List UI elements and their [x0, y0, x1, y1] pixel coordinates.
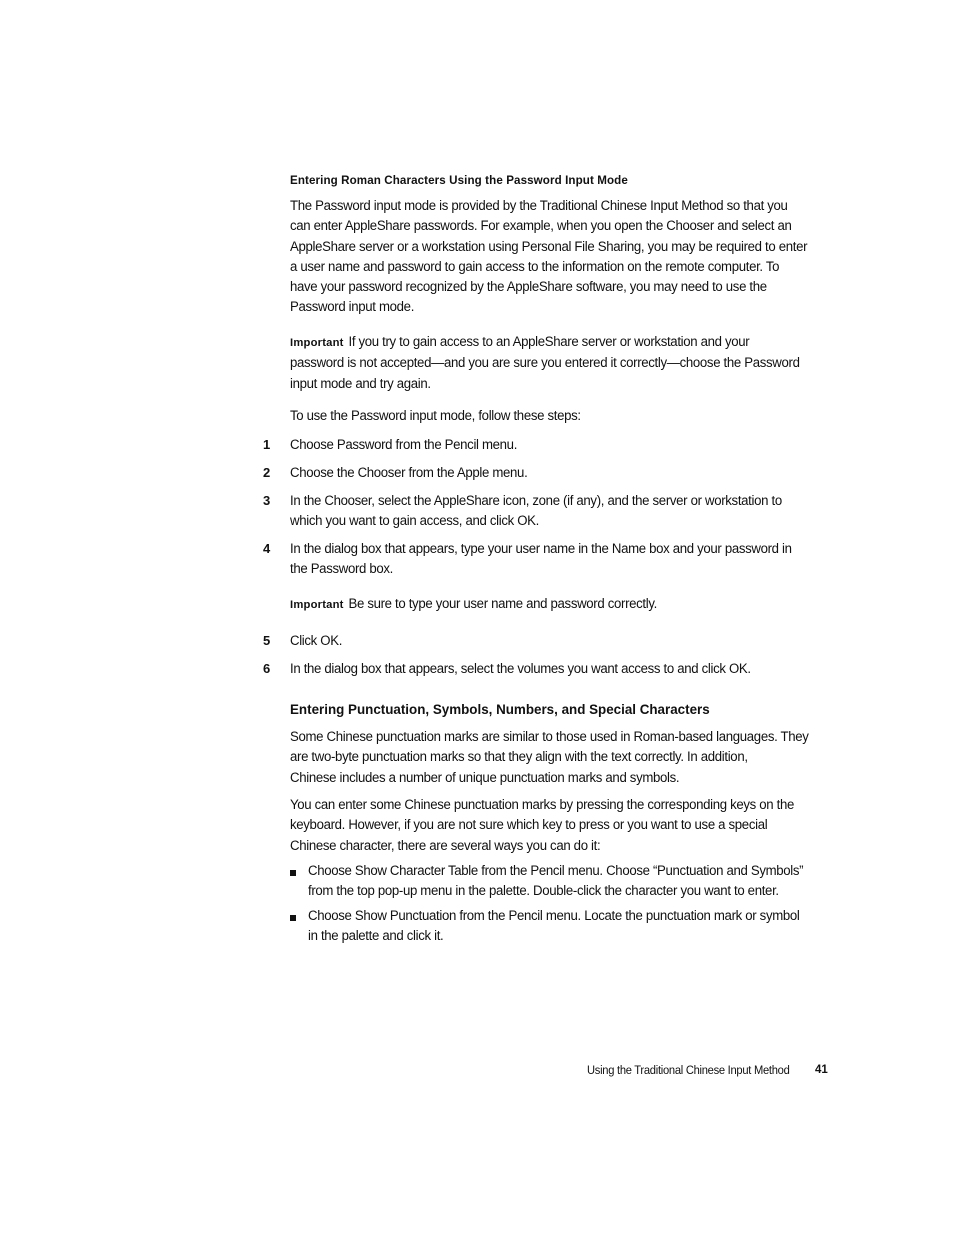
text-line: Password input mode.: [290, 299, 415, 316]
punctuation-paragraph: [290, 795, 829, 856]
step-text: [290, 659, 829, 679]
text-line: [290, 332, 829, 353]
step-number: 6: [263, 661, 271, 676]
page-number: 41: [815, 1064, 828, 1076]
important-note: [290, 332, 829, 394]
step-number: 3: [263, 493, 271, 508]
text-line: In the Chooser, select the AppleShare icon, zone (if any), and the server or workstation to: [290, 493, 782, 509]
step-number: 2: [263, 465, 271, 480]
important-text: Be sure to type your user name and password correctly.: [348, 596, 658, 612]
text-line: Click OK.: [290, 633, 343, 649]
step-text: [290, 631, 829, 651]
text-line: which you want to gain access, and click OK.: [290, 513, 539, 530]
bullet-item: [308, 906, 829, 947]
punctuation-paragraph: [290, 727, 829, 788]
step-text: [290, 539, 829, 580]
step-number: 4: [263, 541, 271, 556]
important-label: Important: [290, 599, 344, 611]
square-bullet-icon: [290, 915, 296, 921]
text-line: input mode and try again.: [290, 375, 431, 392]
text-line: a user name and password to gain access to the information on the remote computer. To: [290, 258, 780, 275]
text-line: The Password input mode is provided by the Traditional Chinese Input Method so that you: [290, 198, 788, 214]
step-text: [290, 435, 829, 455]
intro-paragraph: [290, 196, 829, 318]
text-line: [290, 594, 829, 615]
text-line: keyboard. However, if you are not sure which key to press or you want to use a special: [290, 817, 768, 834]
step-text: [290, 463, 829, 483]
section-heading-punctuation: Entering Punctuation, Symbols, Numbers, and Special Characters: [290, 702, 710, 717]
running-footer-title: Using the Traditional Chinese Input Method: [587, 1063, 790, 1077]
text-line: the Password box.: [290, 561, 394, 578]
text-line: Choose Password from the Pencil menu.: [290, 437, 518, 453]
step-text: [290, 491, 829, 532]
important-note: [290, 594, 829, 615]
step-number: 1: [263, 437, 271, 452]
text-line: AppleShare server or a workstation using Personal File Sharing, you may be required to enter: [290, 238, 808, 255]
text-line: Choose Show Punctuation from the Pencil menu. Locate the punctuation mark or symbol: [308, 908, 800, 924]
text-line: In the dialog box that appears, type your user name in the Name box and your password in: [290, 541, 792, 557]
bullet-item: [308, 861, 829, 902]
text-line: In the dialog box that appears, select the volumes you want access to and click OK.: [290, 661, 751, 677]
steps-intro: To use the Password input mode, follow these steps:: [290, 408, 581, 424]
text-line: Chinese includes a number of unique punctuation marks and symbols.: [290, 769, 680, 786]
step-number: 5: [263, 633, 271, 648]
important-label: Important: [290, 337, 344, 349]
text-line: Choose Show Character Table from the Pencil menu. Choose “Punctuation and Symbols”: [308, 863, 804, 879]
text-line: in the palette and click it.: [308, 928, 444, 945]
section-heading-password-mode: Entering Roman Characters Using the Password Input Mode: [290, 174, 628, 187]
text-line: Chinese character, there are several ways you can do it:: [290, 837, 601, 854]
square-bullet-icon: [290, 870, 296, 876]
text-line: can enter AppleShare passwords. For example, when you open the Chooser and select an: [290, 218, 792, 235]
text-line: have your password recognized by the AppleShare software, you may need to use the: [290, 279, 767, 296]
text-line: Choose the Chooser from the Apple menu.: [290, 465, 528, 481]
text-line: Some Chinese punctuation marks are similar to those used in Roman-based languages. They: [290, 729, 809, 745]
text-line: password is not accepted—and you are sure you entered it correctly—choose the Password: [290, 355, 800, 372]
text-line: are two-byte punctuation marks so that they align with the text correctly. In addition,: [290, 749, 748, 766]
text-line: from the top pop-up menu in the palette. Double-click the character you want to enter.: [308, 883, 779, 900]
text-line: You can enter some Chinese punctuation marks by pressing the corresponding keys on the: [290, 797, 795, 813]
important-text: If you try to gain access to an AppleShare server or workstation and your: [348, 334, 750, 350]
